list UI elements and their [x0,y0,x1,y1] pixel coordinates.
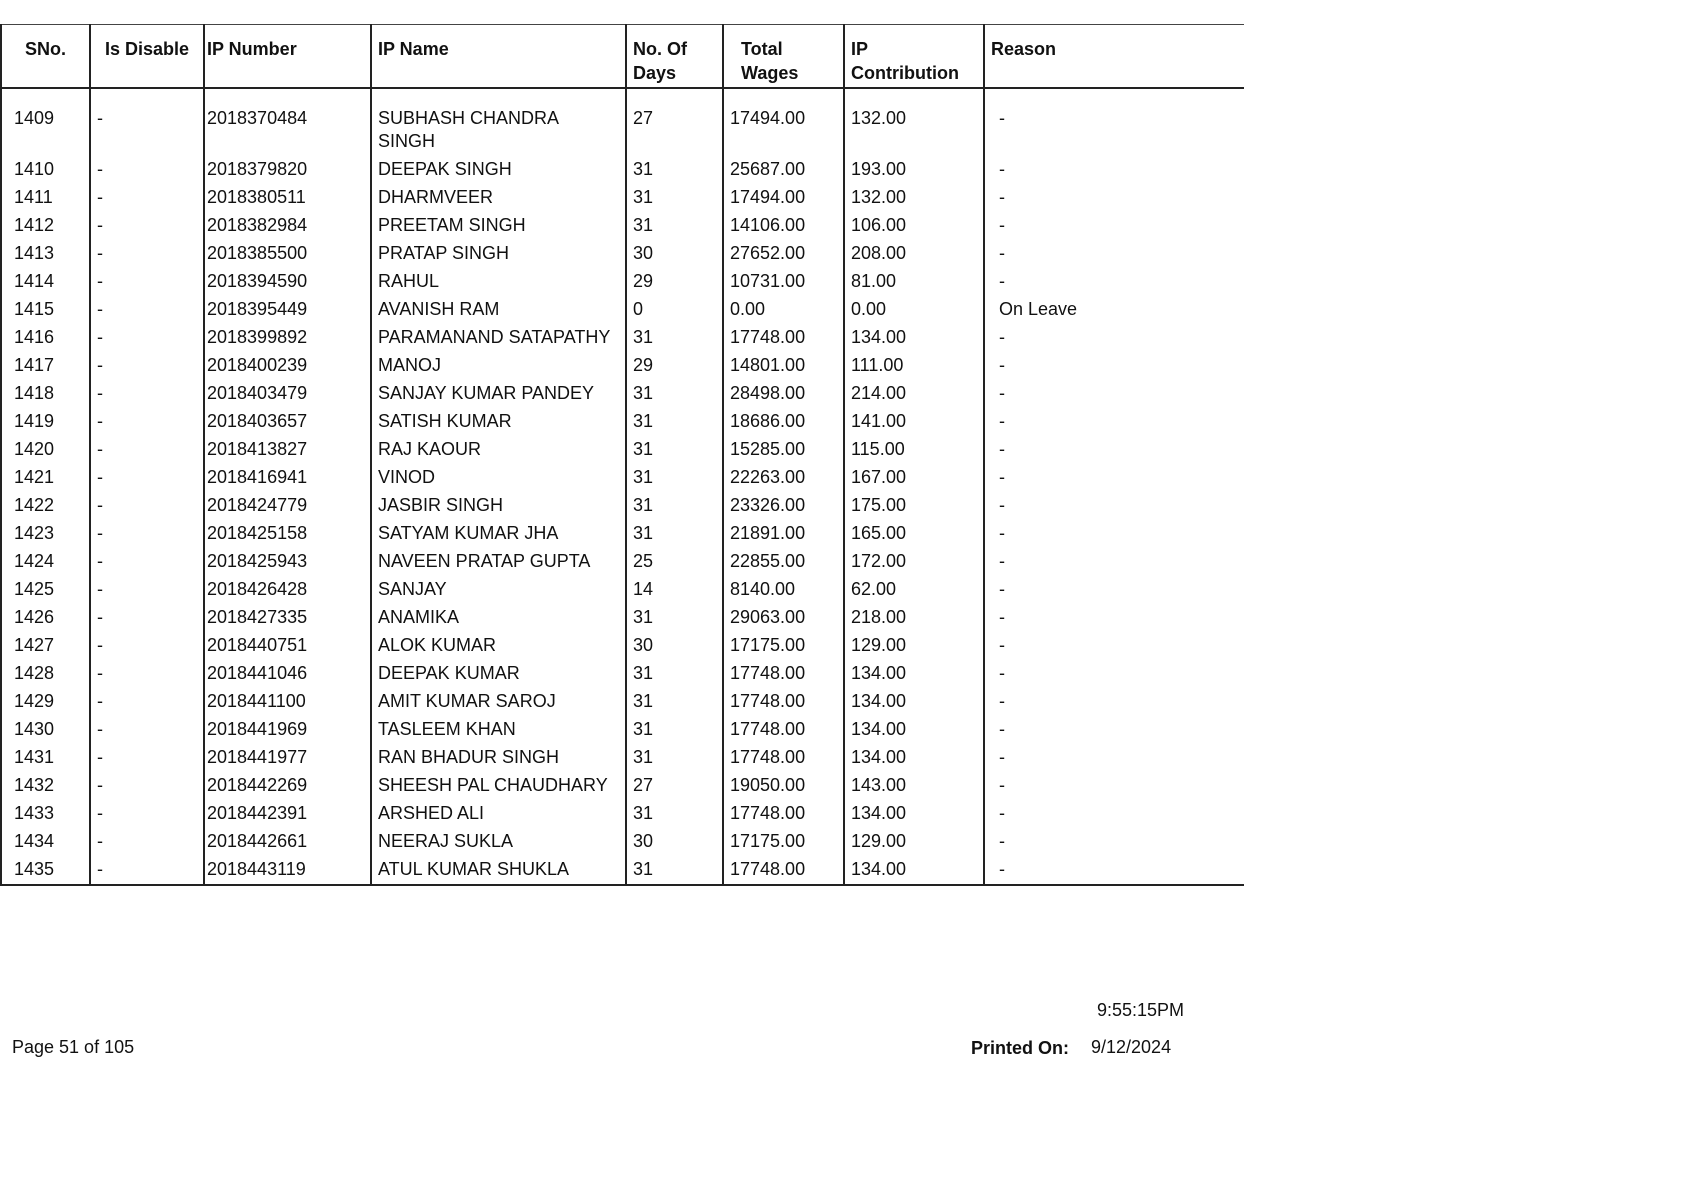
cell-total-wages: 17748.00 [723,660,844,688]
cell-is-disable: - [90,240,204,268]
table-row [1,184,1244,212]
cell-ip-number: 2018441977 [204,744,371,772]
cell-ip-name: JASBIR SINGH [371,492,626,520]
table-row [1,212,1244,240]
cell-reason: - [984,184,1244,212]
cell-no-of-days: 31 [626,156,723,184]
cell-is-disable: - [90,268,204,296]
table-row [1,576,1244,604]
table-row [1,492,1244,520]
table-row [1,352,1244,380]
cell-total-wages: 29063.00 [723,604,844,632]
page-number: Page 51 of 105 [12,1037,135,1057]
cell-ip-number: 2018424779 [204,492,371,520]
cell-is-disable: - [90,324,204,352]
cell-ip-number: 2018442391 [204,800,371,828]
cell-total-wages: 25687.00 [723,156,844,184]
cell-total-wages: 0.00 [723,296,844,324]
cell-reason: - [984,352,1244,380]
cell-ip-contribution: 134.00 [844,324,984,352]
table-row [1,716,1244,744]
cell-ip-number: 2018380511 [204,184,371,212]
cell-sno: 1410 [1,156,90,184]
cell-ip-name: SHEESH PAL CHAUDHARY [371,772,626,800]
table-row [1,268,1244,296]
cell-ip-contribution: 129.00 [844,828,984,856]
cell-no-of-days: 31 [626,800,723,828]
table-row [1,436,1244,464]
cell-no-of-days: 31 [626,492,723,520]
cell-ip-name: SATISH KUMAR [371,408,626,436]
cell-sno: 1413 [1,240,90,268]
cell-total-wages: 17748.00 [723,688,844,716]
cell-no-of-days: 25 [626,548,723,576]
cell-is-disable: - [90,576,204,604]
cell-no-of-days: 31 [626,464,723,492]
cell-ip-number: 2018441046 [204,660,371,688]
printed-time: 9:55:15PM [1097,1000,1185,1020]
cell-sno: 1412 [1,212,90,240]
cell-sno: 1409 [1,88,90,156]
table-row [1,604,1244,632]
table-row [1,296,1244,324]
header-total-wages: Total Wages [723,25,844,89]
cell-no-of-days: 31 [626,212,723,240]
cell-is-disable: - [90,772,204,800]
cell-no-of-days: 30 [626,240,723,268]
cell-ip-contribution: 165.00 [844,520,984,548]
header-no-of-days: No. Of Days [626,25,723,89]
cell-ip-name: NEERAJ SUKLA [371,828,626,856]
table-row [1,632,1244,660]
cell-ip-number: 2018403479 [204,380,371,408]
cell-reason: - [984,800,1244,828]
table-body [1,88,1244,885]
cell-total-wages: 17748.00 [723,800,844,828]
cell-ip-name: NAVEEN PRATAP GUPTA [371,548,626,576]
cell-sno: 1431 [1,744,90,772]
cell-is-disable: - [90,184,204,212]
cell-no-of-days: 31 [626,604,723,632]
cell-ip-name: RAHUL [371,268,626,296]
table-row [1,88,1244,156]
cell-no-of-days: 30 [626,828,723,856]
cell-sno: 1424 [1,548,90,576]
cell-sno: 1425 [1,576,90,604]
cell-total-wages: 19050.00 [723,772,844,800]
cell-no-of-days: 29 [626,352,723,380]
cell-ip-name: DEEPAK SINGH [371,156,626,184]
cell-ip-number: 2018416941 [204,464,371,492]
cell-reason: - [984,716,1244,744]
cell-no-of-days: 31 [626,660,723,688]
cell-total-wages: 23326.00 [723,492,844,520]
cell-ip-name: MANOJ [371,352,626,380]
cell-total-wages: 18686.00 [723,408,844,436]
cell-total-wages: 28498.00 [723,380,844,408]
cell-ip-contribution: 132.00 [844,184,984,212]
cell-ip-contribution: 208.00 [844,240,984,268]
cell-ip-name: ATUL KUMAR SHUKLA [371,856,626,885]
header-ip-contribution: IP Contribution [844,25,984,89]
cell-total-wages: 17494.00 [723,184,844,212]
cell-no-of-days: 14 [626,576,723,604]
cell-ip-number: 2018440751 [204,632,371,660]
table-row [1,408,1244,436]
cell-sno: 1417 [1,352,90,380]
table-header [1,25,1244,89]
cell-ip-contribution: 115.00 [844,436,984,464]
table-row [1,688,1244,716]
cell-reason: - [984,856,1244,885]
cell-reason: - [984,492,1244,520]
cell-reason: - [984,212,1244,240]
cell-is-disable: - [90,464,204,492]
cell-total-wages: 17494.00 [723,88,844,156]
table-row [1,464,1244,492]
cell-is-disable: - [90,800,204,828]
cell-total-wages: 22263.00 [723,464,844,492]
cell-total-wages: 21891.00 [723,520,844,548]
cell-ip-number: 2018425943 [204,548,371,576]
table-row [1,324,1244,352]
printed-on-date: 9/12/2024 [1091,1037,1172,1057]
cell-ip-name: AVANISH RAM [371,296,626,324]
cell-is-disable: - [90,380,204,408]
cell-total-wages: 10731.00 [723,268,844,296]
cell-ip-number: 2018442269 [204,772,371,800]
cell-no-of-days: 31 [626,716,723,744]
cell-reason: - [984,156,1244,184]
cell-ip-contribution: 0.00 [844,296,984,324]
cell-sno: 1422 [1,492,90,520]
cell-ip-name: PRATAP SINGH [371,240,626,268]
cell-is-disable: - [90,296,204,324]
cell-total-wages: 17175.00 [723,828,844,856]
cell-ip-name: ARSHED ALI [371,800,626,828]
cell-sno: 1414 [1,268,90,296]
cell-ip-name: DHARMVEER [371,184,626,212]
cell-ip-name: SUBHASH CHANDRA SINGH [371,88,626,156]
cell-ip-contribution: 134.00 [844,856,984,885]
cell-is-disable: - [90,828,204,856]
cell-sno: 1419 [1,408,90,436]
cell-is-disable: - [90,856,204,885]
cell-is-disable: - [90,632,204,660]
cell-ip-number: 2018382984 [204,212,371,240]
cell-is-disable: - [90,156,204,184]
cell-no-of-days: 30 [626,632,723,660]
cell-sno: 1411 [1,184,90,212]
cell-ip-number: 2018442661 [204,828,371,856]
table-row [1,520,1244,548]
cell-ip-contribution: 62.00 [844,576,984,604]
cell-ip-contribution: 134.00 [844,688,984,716]
cell-ip-contribution: 81.00 [844,268,984,296]
cell-reason: - [984,744,1244,772]
cell-is-disable: - [90,212,204,240]
cell-ip-contribution: 132.00 [844,88,984,156]
cell-total-wages: 17748.00 [723,856,844,885]
cell-no-of-days: 31 [626,324,723,352]
cell-reason: - [984,324,1244,352]
contribution-table [0,24,1244,886]
table-row [1,856,1244,885]
cell-is-disable: - [90,548,204,576]
cell-ip-contribution: 111.00 [844,352,984,380]
cell-ip-name: RAN BHADUR SINGH [371,744,626,772]
cell-no-of-days: 31 [626,436,723,464]
cell-ip-number: 2018394590 [204,268,371,296]
cell-reason: - [984,380,1244,408]
cell-ip-number: 2018370484 [204,88,371,156]
cell-reason: - [984,464,1244,492]
cell-total-wages: 17748.00 [723,324,844,352]
cell-no-of-days: 31 [626,184,723,212]
cell-ip-number: 2018379820 [204,156,371,184]
cell-ip-contribution: 106.00 [844,212,984,240]
cell-ip-number: 2018400239 [204,352,371,380]
cell-total-wages: 17748.00 [723,744,844,772]
cell-total-wages: 14801.00 [723,352,844,380]
cell-ip-number: 2018441100 [204,688,371,716]
cell-is-disable: - [90,604,204,632]
cell-ip-name: PARAMANAND SATAPATHY [371,324,626,352]
cell-reason: - [984,660,1244,688]
cell-is-disable: - [90,436,204,464]
cell-is-disable: - [90,716,204,744]
cell-reason: - [984,520,1244,548]
cell-ip-number: 2018426428 [204,576,371,604]
cell-reason: - [984,88,1244,156]
cell-sno: 1429 [1,688,90,716]
cell-sno: 1433 [1,800,90,828]
cell-ip-name: TASLEEM KHAN [371,716,626,744]
cell-reason: - [984,268,1244,296]
cell-sno: 1420 [1,436,90,464]
cell-ip-contribution: 218.00 [844,604,984,632]
cell-total-wages: 14106.00 [723,212,844,240]
cell-ip-contribution: 134.00 [844,716,984,744]
cell-total-wages: 27652.00 [723,240,844,268]
cell-no-of-days: 31 [626,380,723,408]
cell-ip-contribution: 175.00 [844,492,984,520]
cell-is-disable: - [90,660,204,688]
cell-ip-name: RAJ KAOUR [371,436,626,464]
table-row [1,240,1244,268]
header-is-disable: Is Disable [90,25,204,89]
header-ip-name: IP Name [371,25,626,89]
cell-total-wages: 22855.00 [723,548,844,576]
cell-reason: - [984,604,1244,632]
cell-sno: 1430 [1,716,90,744]
cell-no-of-days: 27 [626,772,723,800]
cell-ip-name: DEEPAK KUMAR [371,660,626,688]
cell-is-disable: - [90,492,204,520]
cell-sno: 1415 [1,296,90,324]
cell-ip-contribution: 129.00 [844,632,984,660]
cell-ip-name: ANAMIKA [371,604,626,632]
table-row [1,548,1244,576]
cell-is-disable: - [90,520,204,548]
cell-sno: 1421 [1,464,90,492]
table-row [1,828,1244,856]
cell-total-wages: 8140.00 [723,576,844,604]
cell-ip-number: 2018427335 [204,604,371,632]
cell-ip-contribution: 172.00 [844,548,984,576]
cell-is-disable: - [90,408,204,436]
cell-reason: - [984,408,1244,436]
table-row [1,800,1244,828]
cell-ip-name: ALOK KUMAR [371,632,626,660]
cell-ip-number: 2018441969 [204,716,371,744]
cell-no-of-days: 29 [626,268,723,296]
cell-is-disable: - [90,744,204,772]
cell-sno: 1426 [1,604,90,632]
cell-sno: 1428 [1,660,90,688]
cell-no-of-days: 31 [626,688,723,716]
header-reason: Reason [984,25,1244,89]
cell-ip-contribution: 214.00 [844,380,984,408]
cell-total-wages: 17748.00 [723,716,844,744]
cell-reason: - [984,828,1244,856]
cell-ip-name: VINOD [371,464,626,492]
cell-no-of-days: 31 [626,520,723,548]
cell-ip-contribution: 134.00 [844,744,984,772]
cell-reason: - [984,548,1244,576]
table-row [1,156,1244,184]
cell-reason: - [984,632,1244,660]
cell-ip-name: SANJAY KUMAR PANDEY [371,380,626,408]
cell-ip-number: 2018443119 [204,856,371,885]
cell-total-wages: 15285.00 [723,436,844,464]
cell-ip-contribution: 193.00 [844,156,984,184]
table-row [1,772,1244,800]
cell-no-of-days: 31 [626,856,723,885]
cell-total-wages: 17175.00 [723,632,844,660]
cell-sno: 1427 [1,632,90,660]
table-row [1,380,1244,408]
cell-no-of-days: 0 [626,296,723,324]
header-row [1,25,1244,89]
cell-ip-number: 2018399892 [204,324,371,352]
cell-reason: - [984,772,1244,800]
cell-sno: 1434 [1,828,90,856]
table-row [1,744,1244,772]
cell-ip-number: 2018385500 [204,240,371,268]
cell-ip-contribution: 167.00 [844,464,984,492]
cell-sno: 1435 [1,856,90,885]
cell-sno: 1432 [1,772,90,800]
cell-reason: - [984,576,1244,604]
cell-ip-contribution: 134.00 [844,660,984,688]
cell-ip-contribution: 141.00 [844,408,984,436]
cell-ip-name: AMIT KUMAR SAROJ [371,688,626,716]
cell-ip-name: PREETAM SINGH [371,212,626,240]
cell-reason: - [984,240,1244,268]
cell-is-disable: - [90,352,204,380]
cell-reason: - [984,688,1244,716]
cell-ip-number: 2018413827 [204,436,371,464]
cell-sno: 1418 [1,380,90,408]
header-ip-number: IP Number [204,25,371,89]
printed-on-label: Printed On: [971,1038,1069,1058]
cell-no-of-days: 27 [626,88,723,156]
cell-ip-number: 2018395449 [204,296,371,324]
cell-reason: On Leave [984,296,1244,324]
table-row [1,660,1244,688]
cell-ip-number: 2018425158 [204,520,371,548]
cell-ip-name: SANJAY [371,576,626,604]
header-sno: SNo. [1,25,90,89]
cell-no-of-days: 31 [626,744,723,772]
cell-reason: - [984,436,1244,464]
cell-ip-name: SATYAM KUMAR JHA [371,520,626,548]
cell-sno: 1423 [1,520,90,548]
cell-is-disable: - [90,88,204,156]
cell-ip-contribution: 143.00 [844,772,984,800]
cell-ip-number: 2018403657 [204,408,371,436]
cell-no-of-days: 31 [626,408,723,436]
cell-ip-contribution: 134.00 [844,800,984,828]
cell-is-disable: - [90,688,204,716]
cell-sno: 1416 [1,324,90,352]
